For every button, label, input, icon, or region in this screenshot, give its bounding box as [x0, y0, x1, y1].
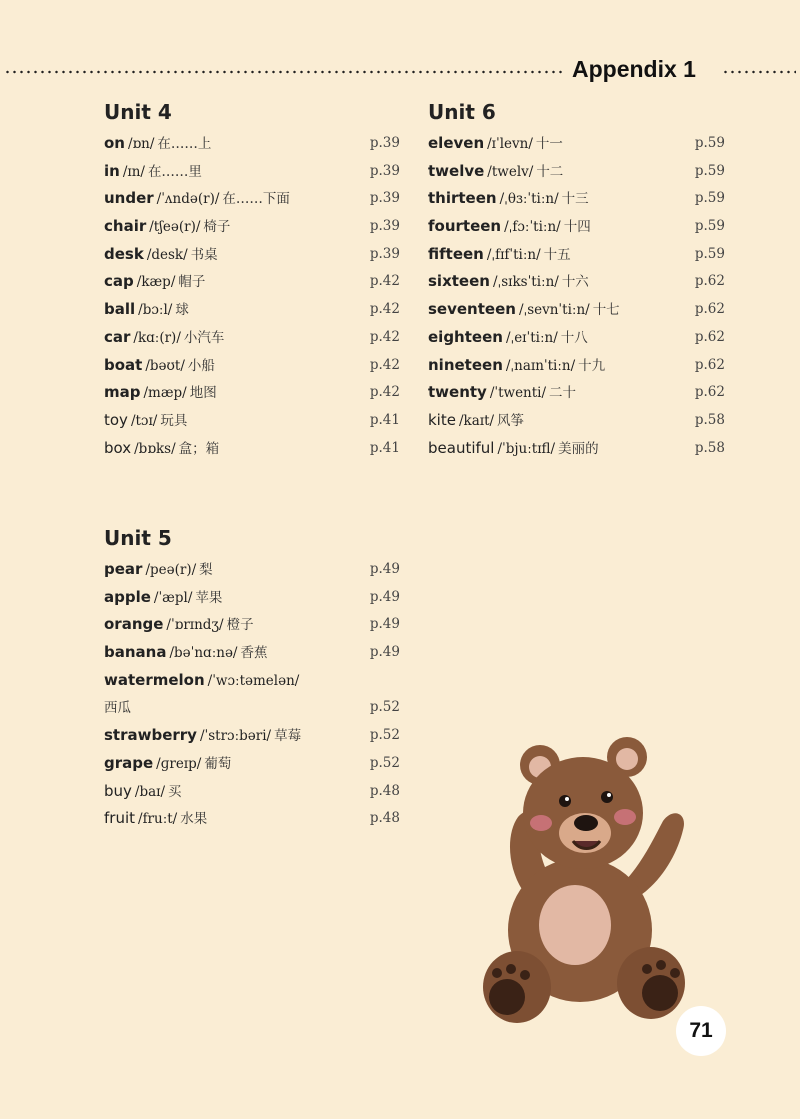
vocab-row [104, 750, 400, 778]
vocab-chinese: 十七 [592, 302, 620, 319]
vocab-phonetic: /ˈʌndə(r)/ [156, 191, 220, 208]
vocab-chinese: 香蕉 [240, 645, 268, 662]
vocab-word: twelve [428, 161, 485, 180]
vocab-chinese: 二十 [549, 385, 577, 402]
vocab-row [428, 185, 725, 213]
vocab-chinese: 在……下面 [222, 191, 290, 208]
vocab-page-ref: p.52 [369, 727, 400, 744]
vocab-page-ref: p.42 [369, 301, 400, 318]
vocab-word: watermelon [104, 670, 205, 689]
vocab-word: map [104, 383, 141, 402]
vocab-word: apple [104, 587, 151, 606]
vocab-row [428, 352, 725, 380]
vocab-phonetic: /tʃeə(r)/ [149, 219, 201, 236]
vocab-page-ref: p.49 [369, 644, 400, 661]
vocab-row [104, 158, 400, 186]
teddy-bear-illustration [455, 735, 705, 1035]
vocab-page-ref: p.62 [694, 356, 725, 373]
vocab-chinese: 梨 [199, 562, 213, 578]
vocab-word: kite [428, 410, 456, 429]
page-number: 71 [676, 1006, 726, 1056]
vocab-row [428, 130, 725, 158]
vocab-phonetic: /ˈtwenti/ [489, 385, 547, 402]
vocab-row [104, 379, 400, 407]
vocab-page-ref: p.39 [369, 135, 400, 151]
vocab-row [104, 805, 400, 833]
vocab-row [104, 407, 400, 435]
vocab-row [104, 241, 400, 269]
vocab-word: toy [104, 410, 128, 429]
vocab-phonetic: /twelv/ [487, 163, 534, 180]
vocab-row [104, 352, 400, 380]
vocab-word: chair [104, 217, 147, 236]
vocab-page-ref: p.39 [369, 162, 400, 179]
vocab-chinese: 橙子 [226, 617, 254, 634]
vocab-chinese: 帽子 [178, 274, 206, 291]
vocab-word: strawberry [104, 726, 197, 745]
vocab-phonetic: /tɔɪ/ [130, 412, 158, 429]
vocab-row [104, 722, 400, 750]
vocab-phonetic: /ˈæpl/ [153, 589, 193, 606]
vocab-chinese: 地图 [189, 385, 217, 402]
vocab-chinese: 十一 [535, 136, 563, 152]
vocab-phonetic: /ˌsɪksˈtiːn/ [492, 274, 559, 291]
vocab-page-ref: p.42 [369, 356, 400, 373]
vocab-chinese: 十四 [563, 219, 591, 236]
vocab-row [428, 296, 725, 324]
vocab-page-ref: p.58 [694, 439, 725, 456]
vocab-page-ref: p.62 [694, 384, 725, 401]
vocab-word: sixteen [428, 272, 490, 291]
vocab-page-ref: p.49 [369, 616, 400, 633]
vocab-chinese: 十八 [560, 329, 588, 346]
vocab-word: ball [104, 300, 136, 319]
vocab-page-ref: p.39 [369, 245, 400, 262]
vocab-word: thirteen [428, 189, 497, 208]
vocab-row [104, 667, 400, 695]
vocab-chinese: 十九 [578, 357, 606, 374]
unit-5-section [104, 524, 400, 833]
vocab-row [104, 639, 400, 667]
vocab-row [104, 185, 400, 213]
vocab-row [104, 435, 400, 463]
vocab-chinese: 在……里 [147, 163, 202, 180]
vocab-page-ref: p.49 [369, 561, 400, 577]
vocab-chinese: 十六 [561, 274, 589, 291]
appendix-title: Appendix 1 [572, 56, 696, 82]
vocab-word: fruit [104, 809, 136, 828]
vocab-row [104, 296, 400, 324]
vocab-phonetic: /ɒn/ [127, 136, 155, 152]
vocab-word: eleven [428, 134, 485, 152]
vocab-word: twenty [428, 383, 487, 402]
vocab-phonetic: /ˌθɜːˈtiːn/ [499, 191, 559, 208]
vocab-word: boat [104, 355, 143, 374]
vocab-phonetic: /bɔːl/ [138, 302, 173, 319]
vocab-phonetic: /baɪ/ [134, 783, 166, 800]
vocab-phonetic: /ɪˈlevn/ [487, 136, 533, 152]
vocab-chinese: 葡萄 [204, 755, 232, 772]
vocab-phonetic: /mæp/ [143, 385, 187, 402]
unit-6-title: Unit 6 [428, 100, 496, 124]
vocab-phonetic: /ˈstrɔːbəri/ [199, 728, 272, 745]
vocab-page-ref: p.42 [369, 384, 400, 401]
vocab-page-ref: p.59 [694, 218, 725, 235]
vocab-page-ref: p.41 [369, 439, 400, 456]
vocab-row [104, 324, 400, 352]
vocab-word: on [104, 134, 125, 152]
bear-left-leg [483, 951, 551, 1023]
vocab-word: cap [104, 272, 134, 291]
vocab-word: desk [104, 244, 144, 263]
vocab-chinese: 十三 [561, 191, 589, 208]
vocab-page-ref: p.52 [369, 699, 400, 716]
vocab-phonetic: /kæp/ [136, 274, 176, 291]
vocab-phonetic: /peə(r)/ [145, 562, 197, 578]
vocab-page-ref: p.59 [694, 190, 725, 207]
vocab-page-ref: p.41 [369, 411, 400, 428]
vocab-chinese: 风筝 [497, 412, 525, 429]
bear-head [520, 737, 647, 869]
vocab-chinese: 美丽的 [558, 440, 599, 457]
vocab-word: grape [104, 753, 154, 772]
vocab-chinese: 玩具 [160, 412, 188, 429]
vocab-phonetic: /ˌnaɪnˈtiːn/ [505, 357, 576, 374]
vocab-page-ref: p.48 [369, 782, 400, 799]
vocab-word: pear [104, 560, 143, 578]
vocab-page-ref: p.58 [694, 411, 725, 428]
vocab-row [428, 379, 725, 407]
vocab-word: fifteen [428, 244, 484, 263]
vocab-word: under [104, 189, 154, 208]
vocab-word: buy [104, 781, 132, 800]
vocab-word: car [104, 327, 131, 346]
vocab-row [428, 407, 725, 435]
vocab-page-ref: p.42 [369, 328, 400, 345]
vocab-row [104, 778, 400, 806]
vocab-phonetic: /ˌfɔːˈtiːn/ [504, 219, 561, 236]
vocab-page-ref: p.62 [694, 273, 725, 290]
vocab-page-ref: p.39 [369, 190, 400, 207]
vocab-row [104, 556, 400, 584]
vocab-chinese: 水果 [180, 811, 208, 828]
vocab-chinese: 椅子 [203, 219, 231, 236]
vocab-word: orange [104, 615, 164, 634]
vocab-row [104, 130, 400, 158]
bear-belly [539, 885, 611, 965]
vocab-page-ref: p.52 [369, 754, 400, 771]
vocab-row [428, 213, 725, 241]
dotted-rule-right [722, 70, 796, 74]
vocab-chinese: 书桌 [190, 246, 218, 263]
vocab-row [428, 241, 725, 269]
vocab-chinese: 十二 [536, 163, 564, 180]
vocab-word: fourteen [428, 217, 502, 236]
vocab-page-ref: p.59 [694, 135, 725, 151]
vocab-page-ref: p.62 [694, 301, 725, 318]
unit-4-section [104, 98, 400, 462]
vocab-phonetic: /ˌfɪfˈtiːn/ [486, 246, 541, 263]
vocab-page-ref: p.48 [369, 810, 400, 827]
vocab-row [104, 611, 400, 639]
vocab-page-ref: p.59 [694, 162, 725, 179]
vocab-phonetic: /desk/ [146, 246, 188, 263]
vocab-chinese: 草莓 [274, 728, 302, 745]
vocab-row [104, 584, 400, 612]
vocab-phonetic: /ɡreɪp/ [156, 755, 202, 772]
vocab-phonetic: /ˌsevnˈtiːn/ [518, 302, 590, 319]
vocab-phonetic: /kaɪt/ [458, 412, 495, 429]
vocab-page-ref: p.62 [694, 328, 725, 345]
vocab-phonetic: /ˈɒrɪndʒ/ [166, 617, 224, 634]
unit-4-title: Unit 4 [104, 100, 172, 124]
vocab-phonetic: /ˈbjuːtɪfl/ [497, 440, 556, 457]
vocab-word: eighteen [428, 327, 503, 346]
vocab-word: nineteen [428, 355, 503, 374]
vocab-row [104, 268, 400, 296]
vocab-phonetic: /bɒks/ [134, 440, 176, 457]
vocab-page-ref: p.49 [369, 588, 400, 605]
vocab-phonetic: /ɪn/ [122, 163, 145, 180]
vocab-chinese: 在……上 [157, 136, 212, 152]
vocab-word: banana [104, 643, 167, 662]
vocab-phonetic: /bəʊt/ [145, 357, 185, 374]
vocab-word: seventeen [428, 300, 516, 319]
appendix-header [0, 52, 800, 88]
vocab-word: box [104, 438, 132, 457]
vocab-row [428, 158, 725, 186]
dotted-rule-left [4, 70, 564, 74]
vocab-phonetic: /kɑː(r)/ [133, 329, 181, 346]
vocab-chinese: 盒；箱 [178, 440, 220, 457]
vocab-chinese: 小船 [187, 357, 215, 374]
vocab-page-ref: p.59 [694, 245, 725, 262]
vocab-chinese: 西瓜 [104, 700, 131, 717]
vocab-row [428, 435, 725, 463]
vocab-chinese: 球 [175, 302, 189, 319]
unit-6-section [428, 98, 725, 462]
vocab-page-ref: p.42 [369, 273, 400, 290]
vocab-word: beautiful [428, 438, 495, 457]
vocab-row [104, 213, 400, 241]
vocab-row [428, 324, 725, 352]
vocab-phonetic: /ˈwɔːtəmelən/ [207, 672, 300, 689]
vocab-phonetic: /fruːt/ [138, 811, 178, 828]
vocab-row [428, 268, 725, 296]
vocab-row-continued [104, 694, 400, 722]
vocab-phonetic: /bəˈnɑːnə/ [169, 645, 238, 662]
vocab-phonetic: /ˌeɪˈtiːn/ [505, 329, 558, 346]
vocab-chinese: 苹果 [195, 589, 223, 606]
vocab-chinese: 买 [168, 783, 182, 800]
vocab-chinese: 十五 [543, 246, 571, 263]
vocab-chinese: 小汽车 [183, 329, 225, 346]
vocab-page-ref: p.39 [369, 218, 400, 235]
unit-5-title: Unit 5 [104, 526, 172, 550]
vocab-word: in [104, 161, 120, 180]
bear-right-leg [617, 947, 685, 1019]
